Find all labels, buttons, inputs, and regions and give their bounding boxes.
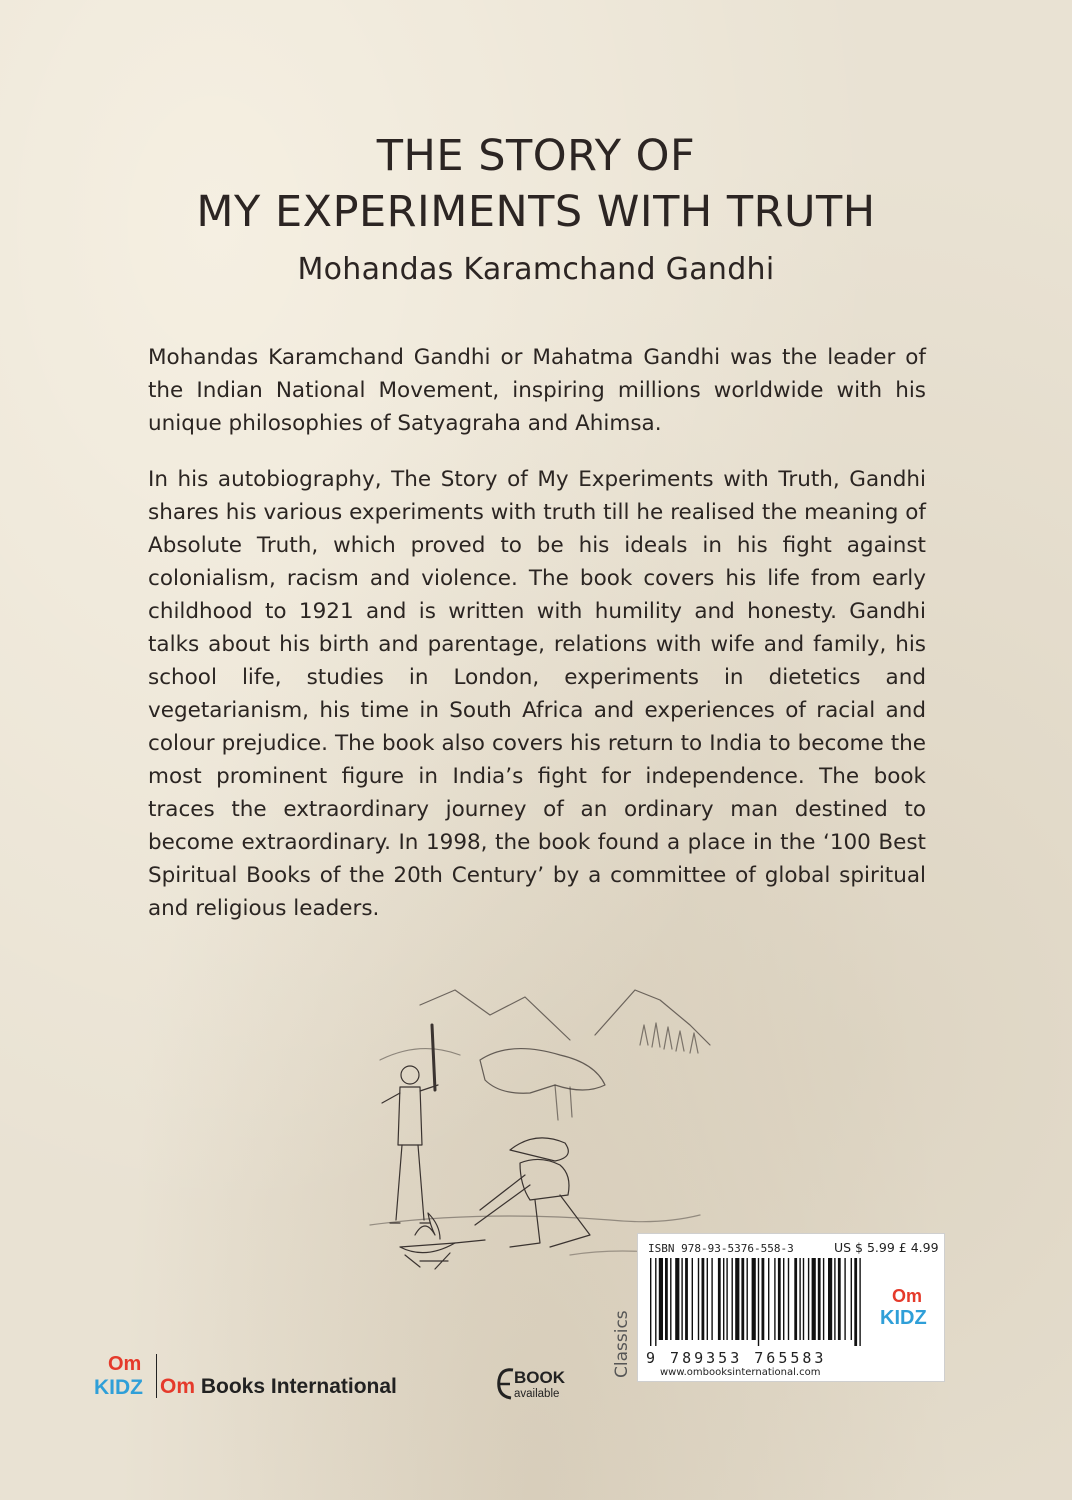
logo-divider: [156, 1354, 157, 1398]
price-text: US $ 5.99 £ 4.99: [834, 1240, 939, 1255]
publisher-url: www.ombooksinternational.com: [660, 1367, 821, 1378]
blurb-paragraph-2: In his autobiography, The Story of My Experiments with Truth, Gandhi shares his various experiments with truth till he realised the meaning of Absolute Truth, which proved to be his ideals in his fight against colonialism, racism and violence. The book covers his life from early childhood to 1921 and is written with humility and honesty. Gandhi talks about his birth and parentage, relations with wife and family, his school life, studies in London, experiments in dietetics and vegetarianism, his time in South Africa and experiences of racial and colour prejudice. The book also covers his return to India to become the most prominent figure in India’s fight for independence. The book traces the extraordinary journey of an ordinary man destined to become extraordinary. In 1998, the book found a place in the ‘100 Best Spiritual Books of the 20th Century’ by a committee of global spiritual and religious leaders.: [148, 467, 926, 921]
title-line-1: THE STORY OF: [376, 131, 696, 181]
blurb-paragraph-1: Mohandas Karamchand Gandhi or Mahatma Gandhi was the leader of the Indian National Movement, inspiring millions worldwide with his unique philosophies of Satyagraha and Ahimsa.: [148, 345, 926, 436]
isbn-text: ISBN 978-93-5376-558-3: [648, 1242, 794, 1255]
author-name: Mohandas Karamchand Gandhi: [297, 252, 775, 287]
omkidz-logo: [94, 1350, 158, 1400]
publisher-om: Om: [160, 1375, 196, 1398]
ebook-available: available: [514, 1388, 560, 1400]
svg-text:KIDZ: KIDZ: [880, 1307, 927, 1329]
svg-text:Om: Om: [892, 1286, 923, 1306]
barcode-bars: [648, 1258, 866, 1346]
ebook-icon: [495, 1366, 515, 1402]
barcode-digits: 9 789353 765583: [646, 1349, 827, 1367]
ebook-label: BOOK: [514, 1368, 565, 1387]
svg-text:Om: Om: [108, 1353, 142, 1375]
barcode-panel: [637, 1233, 945, 1382]
omkidz-logo-small: [878, 1284, 936, 1330]
publisher-name: [160, 1375, 397, 1399]
title-line-2: MY EXPERIMENTS WITH TRUTH: [196, 187, 876, 237]
category-label: Classics: [612, 1310, 632, 1378]
svg-text:KIDZ: KIDZ: [94, 1376, 143, 1399]
publisher-rest: Books International: [195, 1375, 397, 1398]
